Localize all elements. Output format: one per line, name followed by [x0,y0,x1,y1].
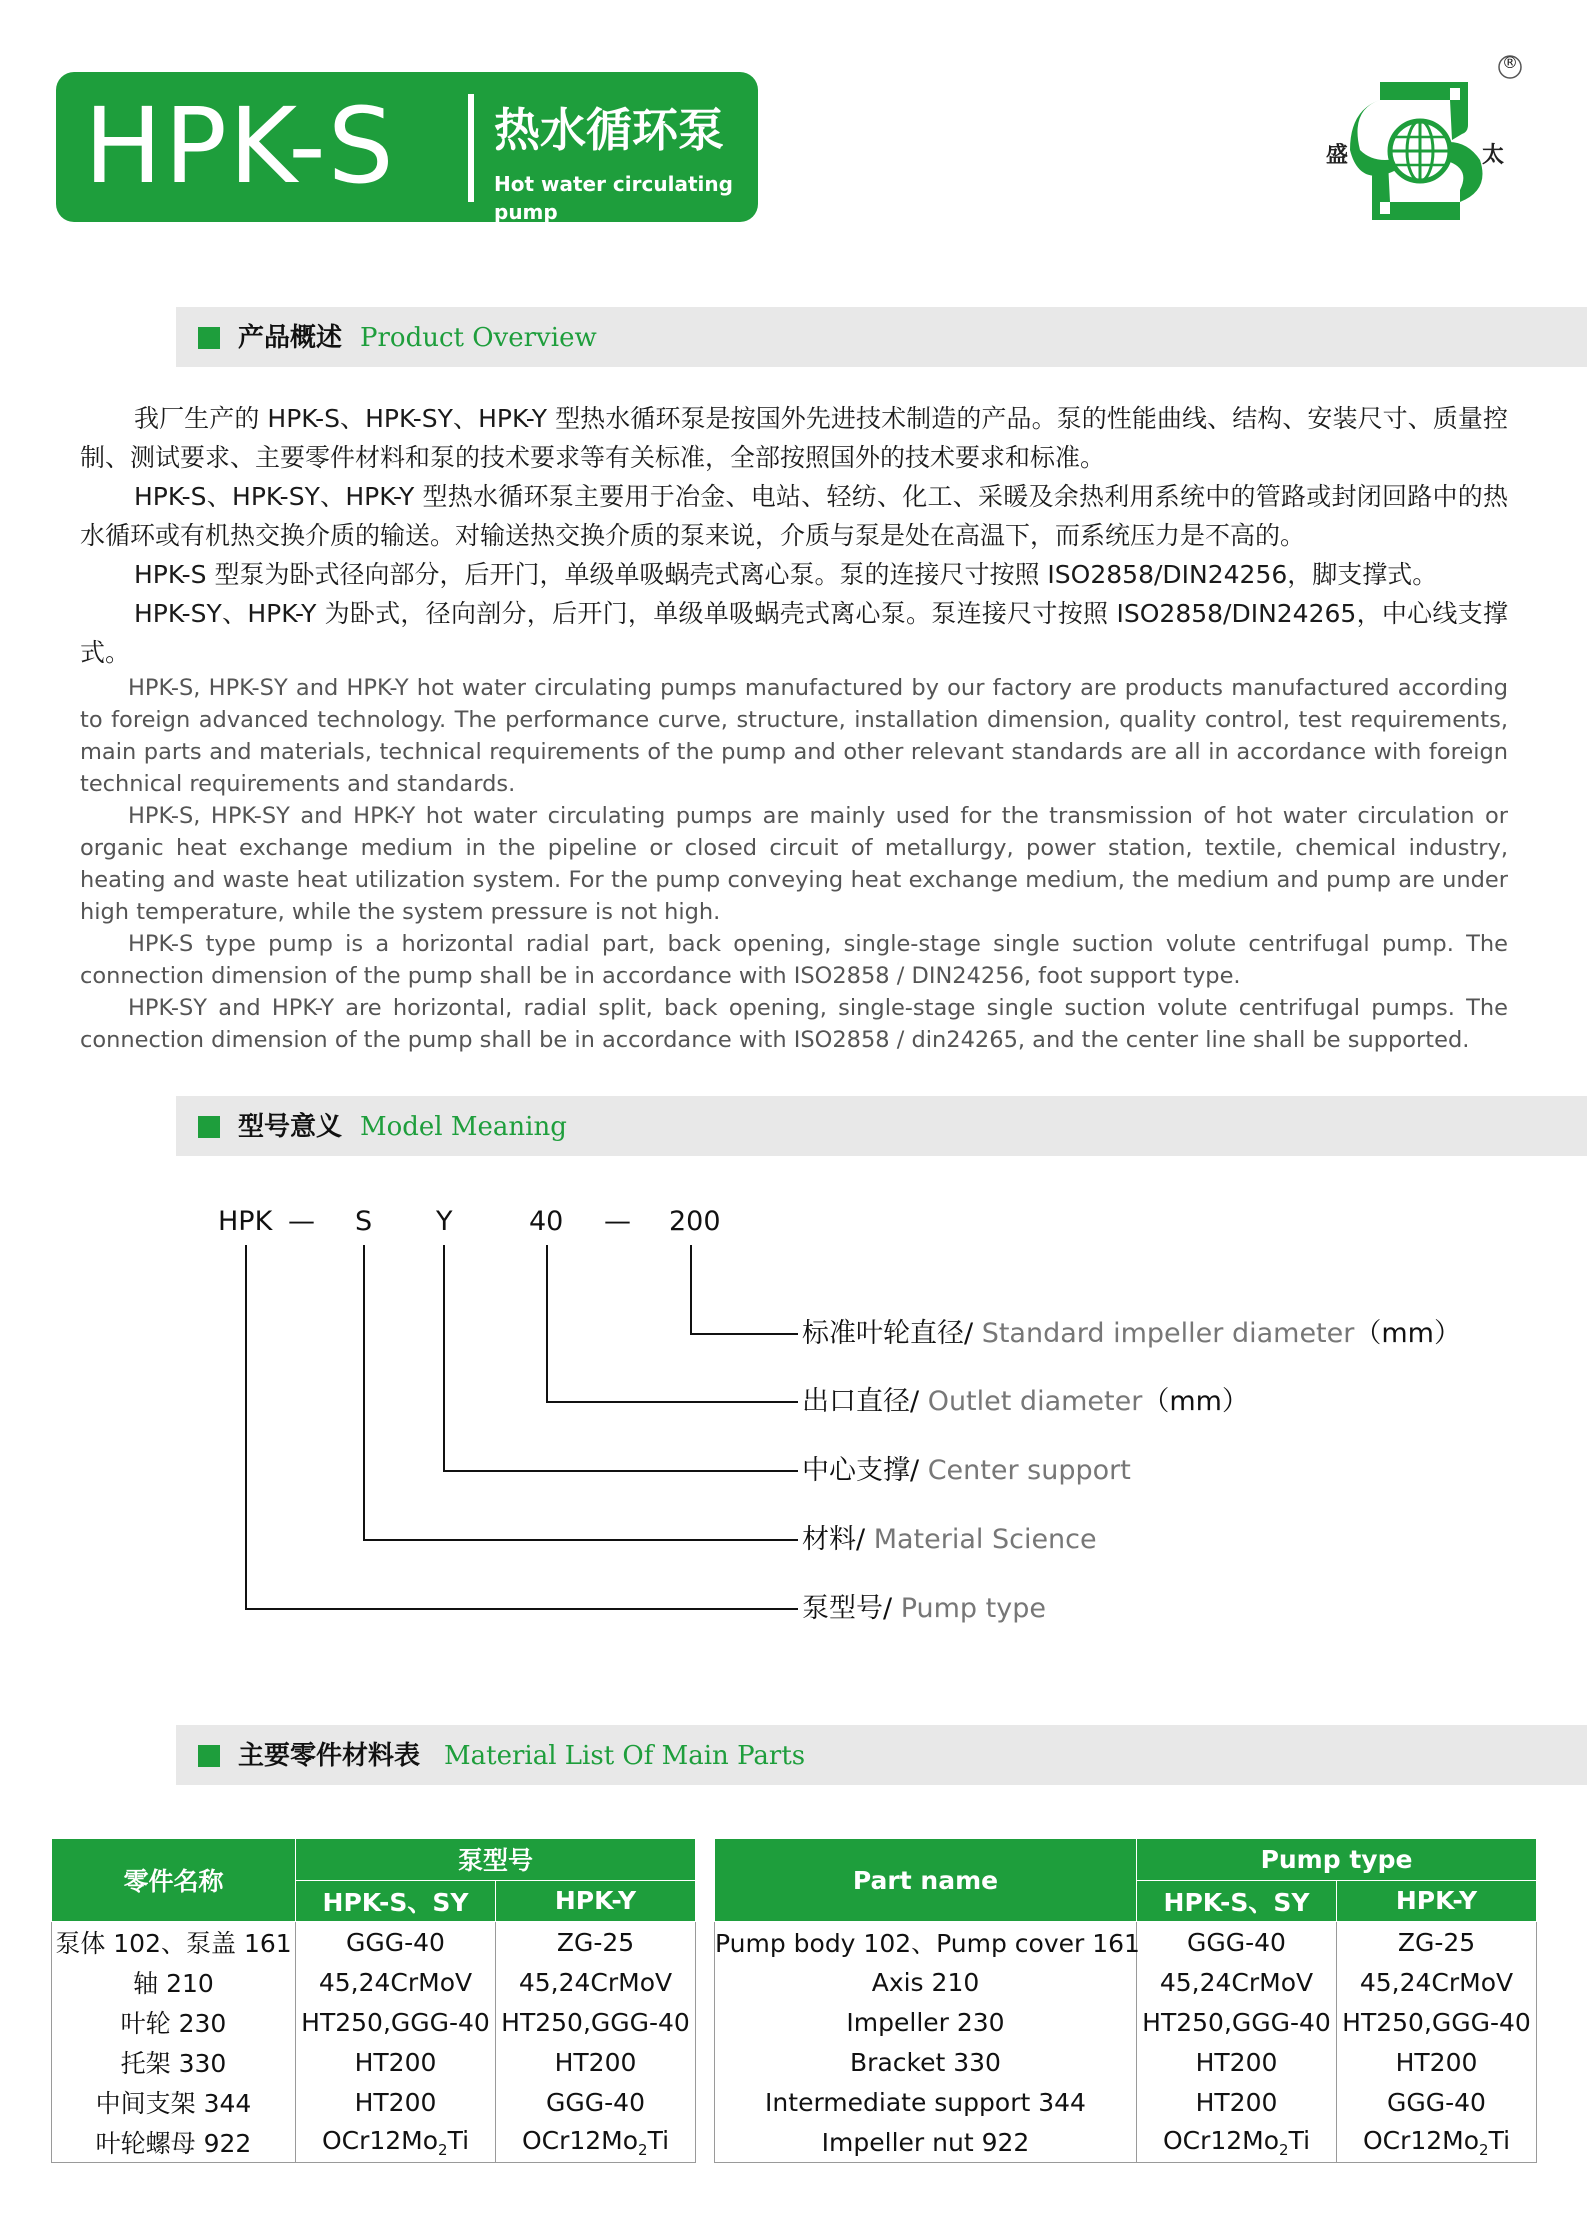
model-part-hpk: HPK [218,1206,273,1237]
table-row: 轴 210 45,24CrMoV 45,24CrMoV [52,1962,696,2002]
table-row: Pump body 102、Pump cover 161 GGG-40 ZG-25 [715,1922,1537,1963]
model-part-s: S [355,1206,373,1237]
materials-table-en [714,1838,1537,2163]
section-title-cn: 主要零件材料表 [238,1741,421,1771]
table-row: 叶轮 230 HT250,GGG-40 HT250,GGG-40 [52,2002,696,2042]
header-col-y: HPK-Y [496,1880,696,1922]
section-title-cn: 型号意义 [238,1112,343,1142]
header-banner [56,72,758,222]
header-part-name: 零件名称 [52,1839,296,1922]
logo-left-char: 盛 [1326,142,1349,168]
model-label-impeller: 标准叶轮直径/ Standard impeller diameter（mm） [802,1318,1461,1349]
table-row: 叶轮螺母 922 $OCr12Mo_2Ti$ $OCr12Mo_2Ti$ [52,2122,696,2163]
table-row: Axis 210 45,24CrMoV 45,24CrMoV [715,1962,1537,2002]
model-part-40: 40 [529,1206,564,1237]
header-col-y: HPK-Y [1337,1880,1537,1922]
model-part-dash: — [288,1206,315,1237]
header-col-s-sy: HPK-S、SY [1137,1880,1337,1922]
section-model-meaning [176,1096,1587,1156]
overview-cn-paragraph: HPK-SY、HPK-Y 为卧式，径向剖分，后开门，单级单吸蜗壳式离心泵。泵连接尺寸按照 ISO2858/DIN24265，中心线支撑式。 [80,599,1508,667]
header-col-s-sy: HPK-S、SY [296,1880,496,1922]
model-label-outlet: 出口直径/ Outlet diameter（mm） [802,1386,1249,1417]
model-label-center-support: 中心支撑/ Center support [802,1455,1131,1486]
model-label-pump-type: 泵型号/ Pump type [802,1593,1046,1624]
materials-table-cn [51,1838,696,2163]
table-row: 托架 330 HT200 HT200 [52,2042,696,2082]
model-part-200: 200 [669,1206,721,1237]
overview-cn-paragraph: HPK-S、HPK-SY、HPK-Y 型热水循环泵主要用于冶金、电站、轻纺、化工、采暖及余热利用系统中的管路或封闭回路中的热水循环或有机热交换介质的输送。对输送热交换介质的泵来说，介质与泵是处在高温下，而系统压力是不高的。 [80,482,1508,550]
section-title-en: Product Overview [360,323,597,353]
table-row: Intermediate support 344 HT200 GGG-40 [715,2082,1537,2122]
table-row: Bracket 330 HT200 HT200 [715,2042,1537,2082]
section-product-overview [176,307,1587,367]
overview-en-paragraph: HPK-SY and HPK-Y are horizontal, radial split, back opening, single-stage single suction volute centrifugal pumps. The connection dimension of the pump shall be in accordance with ISO2858 / din24265, and the center line shall be supported. [80,995,1508,1053]
section-marker-icon [198,1116,220,1138]
model-part-dash: — [604,1206,631,1237]
section-title-en: Material List Of Main Parts [444,1741,806,1771]
section-title-cn: 产品概述 [238,323,343,353]
overview-en-text [80,672,1508,1056]
model-code: HPK-S [84,85,396,207]
table-row: Impeller nut 922 $OCr12Mo_2Ti$ $OCr12Mo_2Ti$ [715,2122,1537,2163]
section-marker-icon [198,327,220,349]
title-en: Hot water circulating pump [494,172,733,224]
overview-en-paragraph: HPK-S type pump is a horizontal radial part, back opening, single-stage single suction volute centrifugal pump. The connection dimension of the pump shall be in accordance with ISO2858 / DIN24256, foot support type. [80,931,1508,989]
title-cn: 热水循环泵 [494,103,724,157]
section-material-list [176,1725,1587,1785]
section-marker-icon [198,1745,220,1767]
registered-mark: ® [1502,53,1518,72]
header-part-name: Part name [715,1839,1137,1922]
header-pump-type: 泵型号 [296,1839,696,1881]
table-row: 泵体 102、泵盖 161 GGG-40 ZG-25 [52,1922,696,1963]
overview-cn-paragraph: 我厂生产的 HPK-S、HPK-SY、HPK-Y 型热水循环泵是按国外先进技术制造的产品。泵的性能曲线、结构、安装尺寸、质量控制、测试要求、主要零件材料和泵的技术要求等有关标准，全部按照国外的技术要求和标准。 [80,404,1508,472]
table-row: Impeller 230 HT250,GGG-40 HT250,GGG-40 [715,2002,1537,2042]
table-row: 中间支架 344 HT200 GGG-40 [52,2082,696,2122]
overview-cn-paragraph: HPK-S 型泵为卧式径向部分，后开门，单级单吸蜗壳式离心泵。泵的连接尺寸按照 ISO2858/DIN24256，脚支撑式。 [134,560,1438,589]
model-part-y: Y [436,1206,453,1237]
header-pump-type: Pump type [1137,1839,1537,1881]
logo-right-char: 太 [1482,142,1505,168]
section-title-en: Model Meaning [360,1112,567,1142]
model-label-material: 材料/ Material Science [802,1524,1097,1555]
overview-en-paragraph: HPK-S, HPK-SY and HPK-Y hot water circulating pumps manufactured by our factory are products manufactured according to foreign advanced technology. The performance curve, structure, installation dimension, quality control, test requirements, main parts and materials, technical requirements of the pump and other relevant standards are all in accordance with foreign technical requirements and standards. [80,675,1508,797]
company-logo [1310,50,1530,235]
overview-en-paragraph: HPK-S, HPK-SY and HPK-Y hot water circulating pumps are mainly used for the transmission of hot water circulation or organic heat exchange medium in the pipeline or closed circuit of metallurgy, power station, textile, chemical industry, heating and waste heat utilization system. For the pump conveying heat exchange medium, the medium and pump are under high temperature, while the system pressure is not high. [80,803,1508,925]
overview-cn-text [80,399,1508,672]
divider [468,94,474,202]
